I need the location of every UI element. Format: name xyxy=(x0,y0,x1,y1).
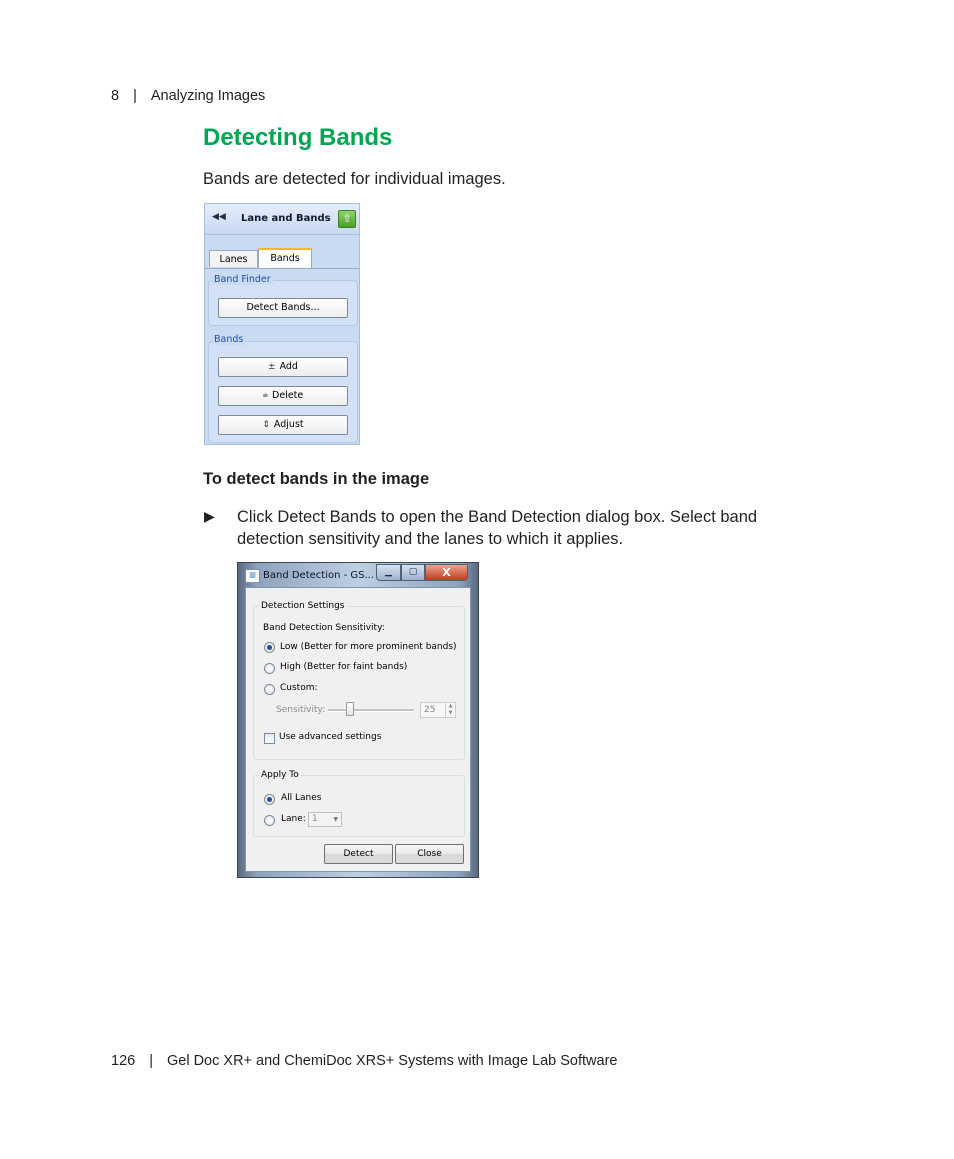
bullet-arrow-icon: ▶ xyxy=(204,508,215,524)
low-sensitivity-label: Low (Better for more prominent bands) xyxy=(280,642,457,652)
add-band-icon: ± xyxy=(268,362,276,372)
header-separator: | xyxy=(133,88,137,104)
adjust-band-icon: ⇕ xyxy=(262,420,270,430)
footer-separator: | xyxy=(149,1053,153,1069)
panel-tabstrip xyxy=(205,246,359,269)
header-chapter: Analyzing Images xyxy=(150,88,266,104)
band-detection-dialog xyxy=(237,562,479,878)
high-sensitivity-radio[interactable] xyxy=(264,663,275,674)
custom-sensitivity-radio[interactable] xyxy=(264,684,275,695)
bands-label: Bands xyxy=(214,334,244,345)
advanced-settings-checkbox[interactable] xyxy=(264,733,275,744)
close-icon[interactable]: X xyxy=(425,564,468,581)
panel-title: Lane and Bands xyxy=(241,213,331,224)
delete-band-icon: ⩧ xyxy=(262,391,269,401)
sensitivity-label: Band Detection Sensitivity: xyxy=(263,623,385,633)
procedure-heading: To detect bands in the image xyxy=(203,470,430,488)
all-lanes-label: All Lanes xyxy=(281,793,322,803)
custom-sensitivity-label: Custom: xyxy=(280,683,318,693)
detect-button[interactable]: Detect xyxy=(324,844,393,864)
green-up-arrow-icon[interactable]: ⇧ xyxy=(338,210,356,228)
dialog-titlebar[interactable] xyxy=(238,563,478,587)
procedure-step: Click Detect Bands to open the Band Detection dialog box. Select band detection sensitivity and the lanes to which it applies. xyxy=(237,508,758,548)
detect-bands-button[interactable]: Detect Bands... xyxy=(218,298,348,318)
apply-to-group xyxy=(253,775,465,837)
delete-band-label: Delete xyxy=(272,390,304,401)
low-sensitivity-radio[interactable] xyxy=(264,642,275,653)
running-header xyxy=(111,88,265,104)
dialog-title: Band Detection - GS... xyxy=(263,570,375,581)
caption-buttons xyxy=(376,564,474,582)
tab-lanes[interactable]: Lanes xyxy=(209,250,258,267)
advanced-settings-label: Use advanced settings xyxy=(279,732,382,742)
high-sensitivity-label: High (Better for faint bands) xyxy=(280,662,408,672)
close-button[interactable]: Close xyxy=(395,844,464,864)
apply-to-legend: Apply To xyxy=(261,770,299,780)
maximize-icon[interactable]: ▢ xyxy=(401,564,425,581)
lane-select[interactable] xyxy=(308,812,342,827)
tab-bands[interactable]: Bands xyxy=(258,248,312,268)
header-page-number: 8 xyxy=(111,88,120,104)
lane-label: Lane: xyxy=(281,814,306,824)
footer-page-number: 126 xyxy=(111,1053,136,1069)
add-band-button[interactable] xyxy=(218,357,348,377)
chevron-down-icon: ▼ xyxy=(333,816,338,823)
band-finder-label: Band Finder xyxy=(214,274,271,285)
sensitivity-field-label: Sensitivity: xyxy=(276,705,326,715)
panel-header xyxy=(205,204,359,235)
double-left-arrow-icon[interactable]: ◀◀ xyxy=(212,212,226,222)
sensitivity-value: 25 xyxy=(424,705,436,715)
lane-and-bands-panel xyxy=(204,203,360,445)
running-footer xyxy=(111,1053,617,1069)
add-band-label: Add xyxy=(279,361,298,372)
detection-settings-legend: Detection Settings xyxy=(261,601,345,611)
adjust-band-label: Adjust xyxy=(273,419,304,430)
spin-arrows-icon[interactable]: ▲ ▼ xyxy=(445,703,455,717)
footer-book-title: Gel Doc XR+ and ChemiDoc XRS+ Systems with Image Lab Software xyxy=(166,1053,618,1069)
dialog-client xyxy=(245,587,471,872)
lane-select-value: 1 xyxy=(312,814,318,824)
sensitivity-slider-track[interactable] xyxy=(328,709,414,712)
app-icon: ▥ xyxy=(245,569,260,583)
sensitivity-spinbox[interactable] xyxy=(420,702,456,718)
delete-band-button[interactable] xyxy=(218,386,348,406)
all-lanes-radio[interactable] xyxy=(264,794,275,805)
lane-radio[interactable] xyxy=(264,815,275,826)
minimize-icon[interactable]: ▁ xyxy=(376,564,401,581)
section-title: Detecting Bands xyxy=(203,124,393,151)
intro-paragraph: Bands are detected for individual images. xyxy=(203,170,506,188)
sensitivity-slider-thumb[interactable] xyxy=(346,702,354,716)
adjust-band-button[interactable] xyxy=(218,415,348,435)
